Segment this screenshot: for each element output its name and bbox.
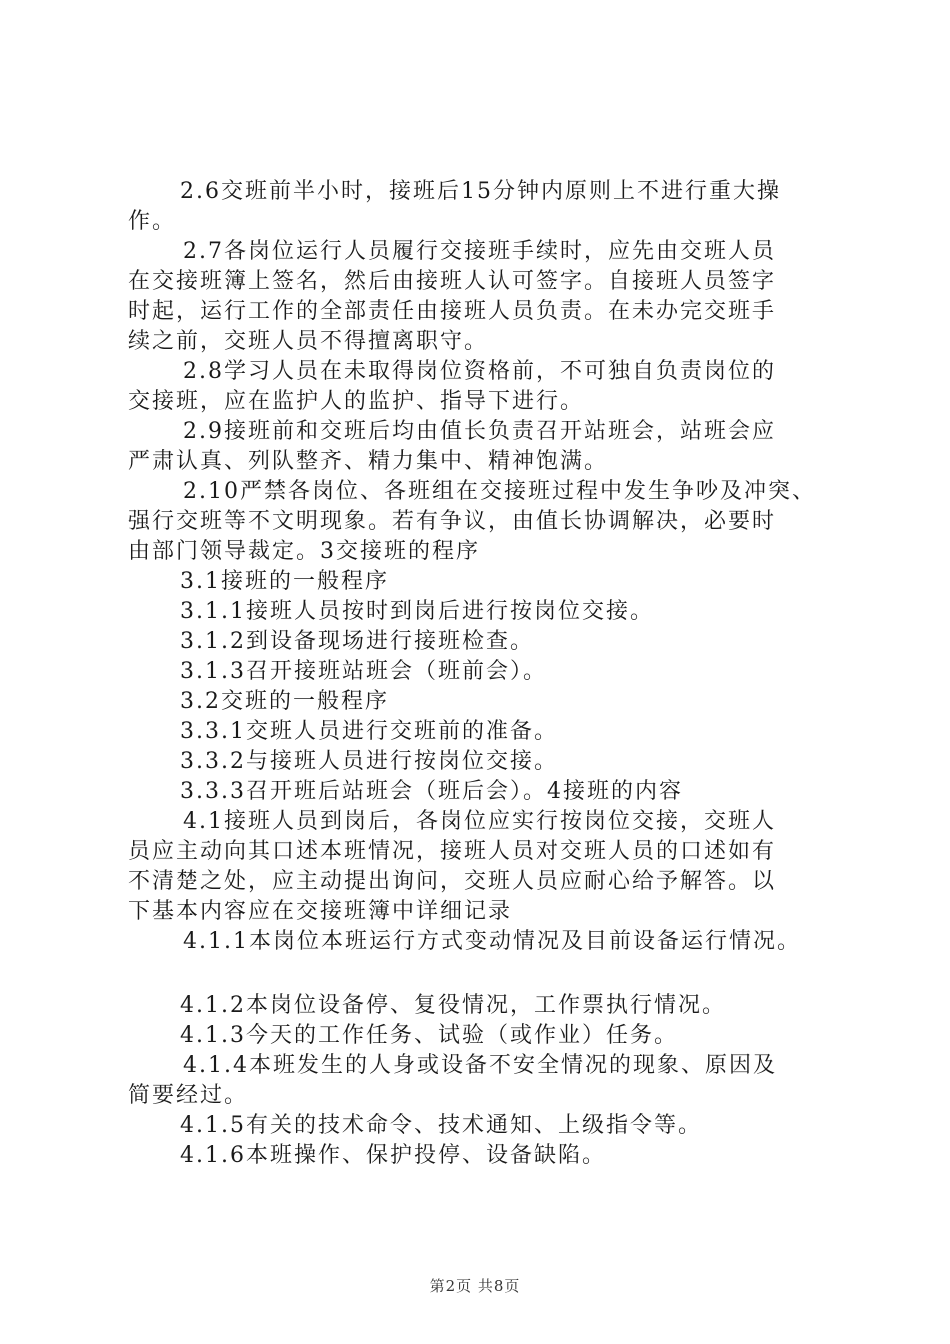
text-line: 下基本内容应在交接班簿中详细记录 (128, 899, 513, 924)
blank-gap (128, 957, 848, 991)
text-line: 由部门领导裁定。3交接班的程序 (128, 539, 480, 564)
text-line: 2.9接班前和交班后均由值长负责召开站班会，站班会应 (183, 419, 776, 444)
text-line: 4.1.4本班发生的人身或设备不安全情况的现象、原因及 (183, 1053, 777, 1078)
text-line: 4.1.3今天的工作任务、试验（或作业）任务。 (180, 1023, 678, 1048)
text-line: 时起，运行工作的全部责任由接班人员负责。在未办完交班手 (128, 299, 777, 324)
text-line: 3.1.2到设备现场进行接班检查。 (180, 629, 534, 654)
text-line: 4.1.5有关的技术命令、技术通知、上级指令等。 (180, 1113, 702, 1138)
text-line: 3.1.1接班人员按时到岗后进行按岗位交接。 (180, 599, 654, 624)
document-body (128, 177, 848, 1171)
text-line: 交接班，应在监护人的监护、指导下进行。 (128, 389, 585, 414)
text-line: 4.1.1本岗位本班运行方式变动情况及目前设备运行情况。 (183, 929, 801, 954)
text-line: 3.3.3召开班后站班会（班后会）。4接班的内容 (180, 779, 683, 804)
text-line: 严肃认真、列队整齐、精力集中、精神饱满。 (128, 449, 609, 474)
text-line: 3.3.2与接班人员进行按岗位交接。 (180, 749, 558, 774)
text-line: 员应主动向其口述本班情况，接班人员对交班人员的口述如有 (128, 839, 777, 864)
text-line: 在交接班簿上签名，然后由接班人认可签字。自接班人员签字 (128, 269, 777, 294)
text-line: 不清楚之处，应主动提出询问，交班人员应耐心给予解答。以 (128, 869, 777, 894)
text-line: 简要经过。 (128, 1083, 249, 1108)
page-footer: 第2页 共8页 (429, 1277, 521, 1295)
text-line: 强行交班等不文明现象。若有争议，由值长协调解决，必要时 (128, 509, 777, 534)
text-line: 3.2交班的一般程序 (180, 689, 389, 714)
text-line: 3.3.1交班人员进行交班前的准备。 (180, 719, 558, 744)
text-line: 2.8学习人员在未取得岗位资格前，不可独自负责岗位的 (183, 359, 776, 384)
text-line: 2.7各岗位运行人员履行交接班手续时，应先由交班人员 (183, 239, 776, 264)
text-line: 4.1接班人员到岗后，各岗位应实行按岗位交接，交班人 (183, 809, 776, 834)
text-line: 作。 (128, 209, 177, 234)
text-line: 2.6交班前半小时，接班后15分钟内原则上不进行重大操 (180, 179, 781, 204)
text-line: 3.1.3召开接班站班会（班前会）。 (180, 659, 547, 684)
text-line: 4.1.6本班操作、保护投停、设备缺陷。 (180, 1143, 606, 1168)
text-line: 3.1接班的一般程序 (180, 569, 389, 594)
text-line: 2.10严禁各岗位、各班组在交接班过程中发生争吵及冲突、 (183, 479, 816, 504)
text-line: 4.1.2本岗位设备停、复役情况，工作票执行情况。 (180, 993, 726, 1018)
text-line: 续之前，交班人员不得擅离职守。 (128, 329, 489, 354)
